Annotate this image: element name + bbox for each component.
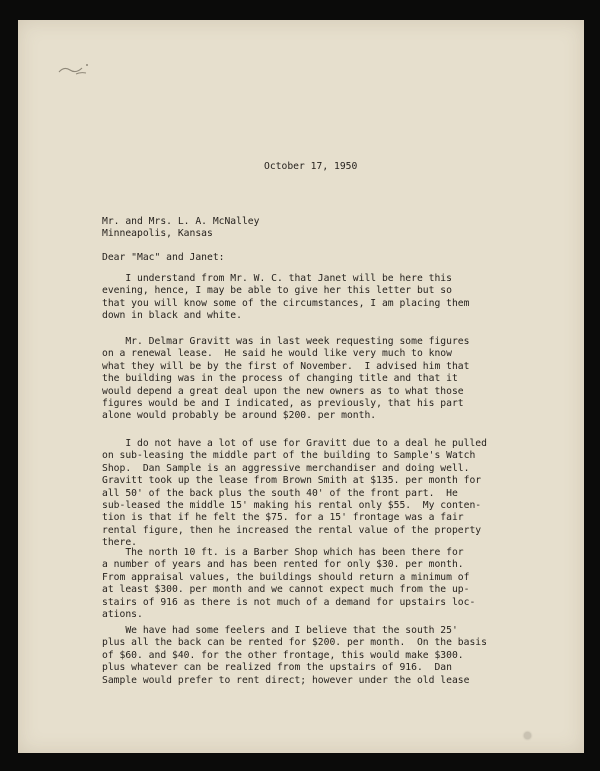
paragraph-5-line: plus whatever can be realized from the upstairs of 916. Dan <box>102 662 452 674</box>
paragraph-1-line: that you will know some of the circumstances, I am placing them <box>102 297 470 309</box>
paragraph-4-line: at least $300. per month and we cannot expect much from the up- <box>102 584 470 596</box>
paragraph-3-line: on sub-leasing the middle part of the building to Sample's Watch <box>102 450 476 462</box>
paragraph-4-line: The north 10 ft. is a Barber Shop which has been there for <box>102 547 464 558</box>
recipient-city: Minneapolis, Kansas <box>102 228 213 240</box>
paragraph-5-line: plus all the back can be rented for $200. per month. On the basis <box>102 637 487 649</box>
paragraph-2-line: the building was in the process of changing title and that it <box>102 373 458 385</box>
paragraph-2-line: would depend a great deal upon the new owners as to what those <box>102 385 464 397</box>
paragraph-3-line: there. <box>102 537 137 549</box>
salutation: Dear "Mac" and Janet: <box>102 252 225 263</box>
recipient-name: Mr. and Mrs. L. A. McNalley <box>102 216 260 227</box>
paragraph-3-line: Shop. Dan Sample is an aggressive merchandiser and doing well. <box>102 462 470 474</box>
paragraph-3-line: I do not have a lot of use for Gravitt due to a deal he pulled <box>102 438 487 449</box>
paragraph-4-line: From appraisal values, the buildings should return a minimum of <box>102 571 470 583</box>
paragraph-5-line: We have had some feelers and I believe that the south 25' <box>102 625 458 636</box>
letter-page <box>18 20 584 753</box>
paragraph-4-line: a number of years and has been rented for only $30. per month. <box>102 559 464 571</box>
paragraph-2-line: alone would probably be around $200. per month. <box>102 410 377 422</box>
paragraph-1-line: down in black and white. <box>102 310 242 322</box>
paragraph-3-line: rental figure, then he increased the rental value of the property <box>102 524 482 536</box>
paragraph-2-line: what they will be by the first of November. I advised him that <box>102 360 470 372</box>
pencil-mark-icon <box>56 60 92 78</box>
paragraph-5-line: of $60. and $40. for the other frontage, this would make $300. <box>102 649 464 661</box>
paragraph-3-line: all 50' of the back plus the south 40' of the front part. He <box>102 487 458 499</box>
letter-date: October 17, 1950 <box>264 161 358 172</box>
paragraph-1-line: I understand from Mr. W. C. that Janet will be here this <box>102 273 452 284</box>
paragraph-2-line: Mr. Delmar Gravitt was in last week requesting some figures <box>102 336 470 347</box>
paragraph-3-line: sub-leased the middle 15' making his rental only $55. My conten- <box>102 500 482 511</box>
paragraph-2-line: figures would be and I indicated, as previously, that his part <box>102 398 464 409</box>
paragraph-3-line: Gravitt took up the lease from Brown Smith at $135. per month for <box>102 475 482 487</box>
staple-hole <box>524 732 531 739</box>
paragraph-2-line: on a renewal lease. He said he would like very much to know <box>102 348 452 360</box>
paragraph-4-line: ations. <box>102 609 143 620</box>
paragraph-3-line: tion is that if he felt the $75. for a 15' frontage was a fair <box>102 512 464 524</box>
paragraph-4-line: stairs of 916 as there is not much of a demand for upstairs loc- <box>102 596 476 608</box>
paragraph-5-line: Sample would prefer to rent direct; however under the old lease <box>102 674 470 686</box>
paragraph-1-line: evening, hence, I may be able to give her this letter but so <box>102 285 452 297</box>
